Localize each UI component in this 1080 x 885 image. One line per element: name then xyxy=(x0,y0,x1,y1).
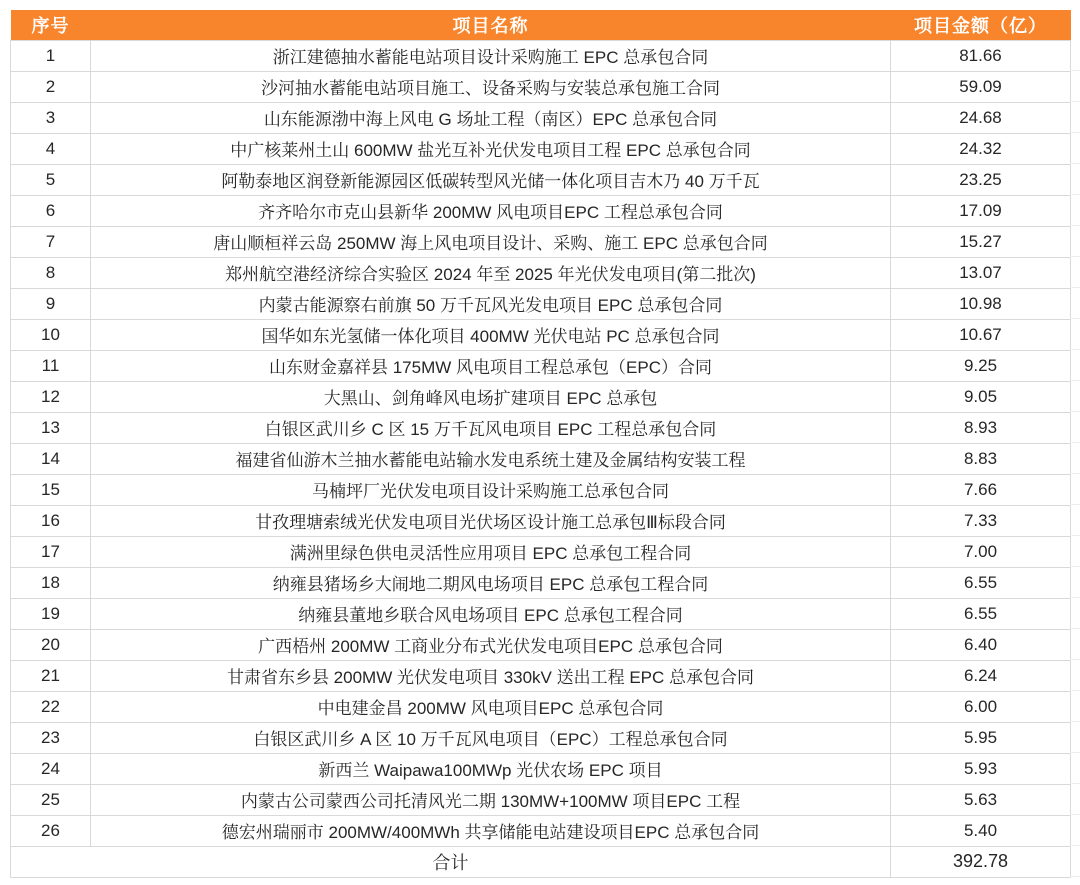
row-project-name: 白银区武川乡 A 区 10 万千瓦风电项目（EPC）工程总承包合同 xyxy=(91,722,891,753)
row-project-amount: 10.98 xyxy=(891,288,1071,319)
row-project-amount: 8.93 xyxy=(891,412,1071,443)
row-serial-number: 13 xyxy=(11,412,91,443)
table-row xyxy=(11,722,1071,753)
row-serial-number: 5 xyxy=(11,164,91,195)
header-project-name: 项目名称 xyxy=(91,10,891,40)
row-project-amount: 5.63 xyxy=(891,784,1071,815)
row-project-amount: 5.95 xyxy=(891,722,1071,753)
row-serial-number: 12 xyxy=(11,381,91,412)
row-project-amount: 6.55 xyxy=(891,567,1071,598)
row-project-amount: 7.00 xyxy=(891,536,1071,567)
total-value: 392.78 xyxy=(891,846,1071,877)
table-row xyxy=(11,598,1071,629)
total-row xyxy=(11,846,1071,877)
row-serial-number: 16 xyxy=(11,505,91,536)
row-project-name: 山东财金嘉祥县 175MW 风电项目工程总承包（EPC）合同 xyxy=(91,350,891,381)
table-header xyxy=(11,10,1071,40)
row-project-name: 内蒙古能源察右前旗 50 万千瓦风光发电项目 EPC 总承包合同 xyxy=(91,288,891,319)
table-row xyxy=(11,567,1071,598)
total-label: 合计 xyxy=(11,846,891,877)
row-serial-number: 10 xyxy=(11,319,91,350)
header-serial-number: 序号 xyxy=(11,10,91,40)
table-row xyxy=(11,195,1071,226)
row-serial-number: 22 xyxy=(11,691,91,722)
table-row xyxy=(11,257,1071,288)
row-project-amount: 6.24 xyxy=(891,660,1071,691)
table-row xyxy=(11,133,1071,164)
table-row xyxy=(11,319,1071,350)
row-serial-number: 18 xyxy=(11,567,91,598)
row-project-name: 沙河抽水蓄能电站项目施工、设备采购与安装总承包施工合同 xyxy=(91,71,891,102)
table-row xyxy=(11,784,1071,815)
row-project-amount: 24.68 xyxy=(891,102,1071,133)
row-project-name: 齐齐哈尔市克山县新华 200MW 风电项目EPC 工程总承包合同 xyxy=(91,195,891,226)
row-project-amount: 17.09 xyxy=(891,195,1071,226)
row-project-amount: 15.27 xyxy=(891,226,1071,257)
row-project-name: 甘肃省东乡县 200MW 光伏发电项目 330kV 送出工程 EPC 总承包合同 xyxy=(91,660,891,691)
row-serial-number: 9 xyxy=(11,288,91,319)
row-project-amount: 6.00 xyxy=(891,691,1071,722)
row-project-name: 德宏州瑞丽市 200MW/400MWh 共享储能电站建设项目EPC 总承包合同 xyxy=(91,815,891,846)
table-row xyxy=(11,288,1071,319)
table-footer xyxy=(11,846,1071,877)
row-project-name: 国华如东光氢储一体化项目 400MW 光伏电站 PC 总承包合同 xyxy=(91,319,891,350)
row-project-name: 唐山顺桓祥云岛 250MW 海上风电项目设计、采购、施工 EPC 总承包合同 xyxy=(91,226,891,257)
row-serial-number: 3 xyxy=(11,102,91,133)
row-project-amount: 24.32 xyxy=(891,133,1071,164)
table-row xyxy=(11,412,1071,443)
row-project-name: 新西兰 Waipawa100MWp 光伏农场 EPC 项目 xyxy=(91,753,891,784)
table-row xyxy=(11,40,1071,71)
row-project-amount: 9.05 xyxy=(891,381,1071,412)
row-project-name: 浙江建德抽水蓄能电站项目设计采购施工 EPC 总承包合同 xyxy=(91,40,891,71)
row-serial-number: 2 xyxy=(11,71,91,102)
table-row xyxy=(11,71,1071,102)
row-serial-number: 25 xyxy=(11,784,91,815)
header-row xyxy=(11,10,1071,40)
row-serial-number: 4 xyxy=(11,133,91,164)
row-project-name: 广西梧州 200MW 工商业分布式光伏发电项目EPC 总承包合同 xyxy=(91,629,891,660)
header-project-amount: 项目金额（亿） xyxy=(891,10,1071,40)
row-project-name: 甘孜理塘索绒光伏发电项目光伏场区设计施工总承包Ⅲ标段合同 xyxy=(91,505,891,536)
row-serial-number: 24 xyxy=(11,753,91,784)
table-row xyxy=(11,164,1071,195)
row-project-name: 满洲里绿色供电灵活性应用项目 EPC 总承包工程合同 xyxy=(91,536,891,567)
table-row xyxy=(11,815,1071,846)
row-serial-number: 20 xyxy=(11,629,91,660)
row-project-name: 郑州航空港经济综合实验区 2024 年至 2025 年光伏发电项目(第二批次) xyxy=(91,257,891,288)
row-serial-number: 11 xyxy=(11,350,91,381)
row-project-amount: 5.40 xyxy=(891,815,1071,846)
row-project-name: 白银区武川乡 C 区 15 万千瓦风电项目 EPC 工程总承包合同 xyxy=(91,412,891,443)
row-serial-number: 14 xyxy=(11,443,91,474)
row-project-name: 山东能源渤中海上风电 G 场址工程（南区）EPC 总承包合同 xyxy=(91,102,891,133)
row-project-amount: 6.55 xyxy=(891,598,1071,629)
row-project-amount: 7.66 xyxy=(891,474,1071,505)
row-project-amount: 5.93 xyxy=(891,753,1071,784)
row-project-name: 纳雍县猪场乡大闹地二期风电场项目 EPC 总承包工程合同 xyxy=(91,567,891,598)
row-project-name: 中电建金昌 200MW 风电项目EPC 总承包合同 xyxy=(91,691,891,722)
table-row xyxy=(11,226,1071,257)
row-project-name: 大黑山、剑角峰风电场扩建项目 EPC 总承包 xyxy=(91,381,891,412)
row-serial-number: 23 xyxy=(11,722,91,753)
table-body xyxy=(11,40,1071,846)
row-project-amount: 59.09 xyxy=(891,71,1071,102)
row-serial-number: 7 xyxy=(11,226,91,257)
table-row xyxy=(11,691,1071,722)
row-serial-number: 21 xyxy=(11,660,91,691)
row-project-amount: 23.25 xyxy=(891,164,1071,195)
table-row xyxy=(11,474,1071,505)
row-serial-number: 1 xyxy=(11,40,91,71)
project-table xyxy=(10,10,1071,878)
row-project-name: 纳雍县董地乡联合风电场项目 EPC 总承包工程合同 xyxy=(91,598,891,629)
row-project-name: 内蒙古公司蒙西公司托清风光二期 130MW+100MW 项目EPC 工程 xyxy=(91,784,891,815)
table-row xyxy=(11,505,1071,536)
row-serial-number: 26 xyxy=(11,815,91,846)
table-row xyxy=(11,102,1071,133)
row-serial-number: 17 xyxy=(11,536,91,567)
row-project-amount: 10.67 xyxy=(891,319,1071,350)
row-serial-number: 8 xyxy=(11,257,91,288)
row-project-name: 中广核莱州土山 600MW 盐光互补光伏发电项目工程 EPC 总承包合同 xyxy=(91,133,891,164)
row-serial-number: 19 xyxy=(11,598,91,629)
row-project-amount: 81.66 xyxy=(891,40,1071,71)
table-row xyxy=(11,350,1071,381)
table-row xyxy=(11,629,1071,660)
row-serial-number: 6 xyxy=(11,195,91,226)
row-project-amount: 6.40 xyxy=(891,629,1071,660)
row-project-name: 马楠坪厂光伏发电项目设计采购施工总承包合同 xyxy=(91,474,891,505)
row-project-name: 阿勒泰地区润登新能源园区低碳转型风光储一体化项目吉木乃 40 万千瓦 xyxy=(91,164,891,195)
row-project-name: 福建省仙游木兰抽水蓄能电站输水发电系统土建及金属结构安装工程 xyxy=(91,443,891,474)
table-row xyxy=(11,753,1071,784)
table-row xyxy=(11,381,1071,412)
project-table-container xyxy=(10,10,1070,878)
row-serial-number: 15 xyxy=(11,474,91,505)
table-row xyxy=(11,660,1071,691)
row-project-amount: 8.83 xyxy=(891,443,1071,474)
row-project-amount: 13.07 xyxy=(891,257,1071,288)
row-project-amount: 7.33 xyxy=(891,505,1071,536)
row-project-amount: 9.25 xyxy=(891,350,1071,381)
spreadsheet-gridlines xyxy=(1070,40,1080,878)
table-row xyxy=(11,443,1071,474)
table-row xyxy=(11,536,1071,567)
